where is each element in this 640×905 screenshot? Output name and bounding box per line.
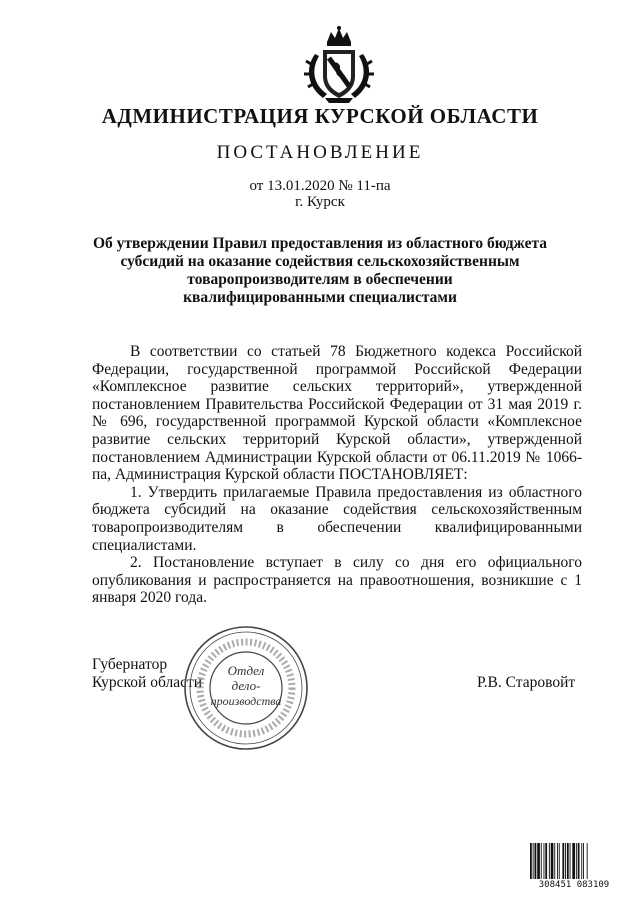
barcode-number: 308451 083109 — [538, 880, 610, 890]
document-title — [0, 235, 640, 307]
title-line: Об утверждении Правил предоставления из областного бюджета — [92, 235, 548, 252]
stamp-text: производства — [210, 694, 282, 708]
item-1-paragraph: 1. Утвердить прилагаемые Правила предоставления из областного бюджета субсидий на оказание содействия сельскохозяйственным товаропроизводителям в обеспечении квалифицированными специалистами. — [92, 483, 582, 554]
title-line: товаропроизводителям в обеспечении — [187, 271, 453, 288]
document-type: ПОСТАНОВЛЕНИЕ — [216, 142, 424, 163]
office-stamp-icon — [181, 623, 311, 753]
organization-name: АДМИНИСТРАЦИЯ КУРСКОЙ ОБЛАСТИ — [101, 104, 539, 128]
item-2-paragraph: 2. Постановление вступает в силу со дня его официального опубликования и распространяется на правоотношения, возникшие с 1 января 2020 года. — [92, 554, 582, 607]
stamp-text: Отдел — [227, 663, 265, 678]
preamble-paragraph: В соответствии со статьей 78 Бюджетного кодекса Российской Федерации, государственной программой Российской Федерации «Комплексное развитие сельских территорий», утвержденной постановлением Правительства Российской Федерации от 31 мая 2019 г. № 696, государственной программой Курской области «Комплексное развитие сельских территорий Курской области», утвержденной постановлением Администрации Курской области от 06.11.2019 № 1066-па, Администрация Курской области ПОСТАНОВЛЯЕТ: — [92, 343, 582, 484]
title-line: квалифицированными специалистами — [183, 289, 457, 306]
position-line: Курской области — [92, 673, 203, 691]
stamp-text: дело- — [231, 678, 261, 693]
barcode-icon — [529, 843, 617, 885]
city: г. Курск — [295, 194, 345, 210]
date-number: от 13.01.2020 № 11-па — [249, 178, 391, 194]
document-body — [92, 343, 582, 607]
coat-of-arms-icon — [301, 24, 377, 104]
signatory-name: Р.В. Старовойт — [477, 674, 576, 691]
title-line: субсидий на оказание содействия сельскохозяйственным — [120, 253, 520, 270]
position-line: Губернатор — [92, 656, 168, 673]
